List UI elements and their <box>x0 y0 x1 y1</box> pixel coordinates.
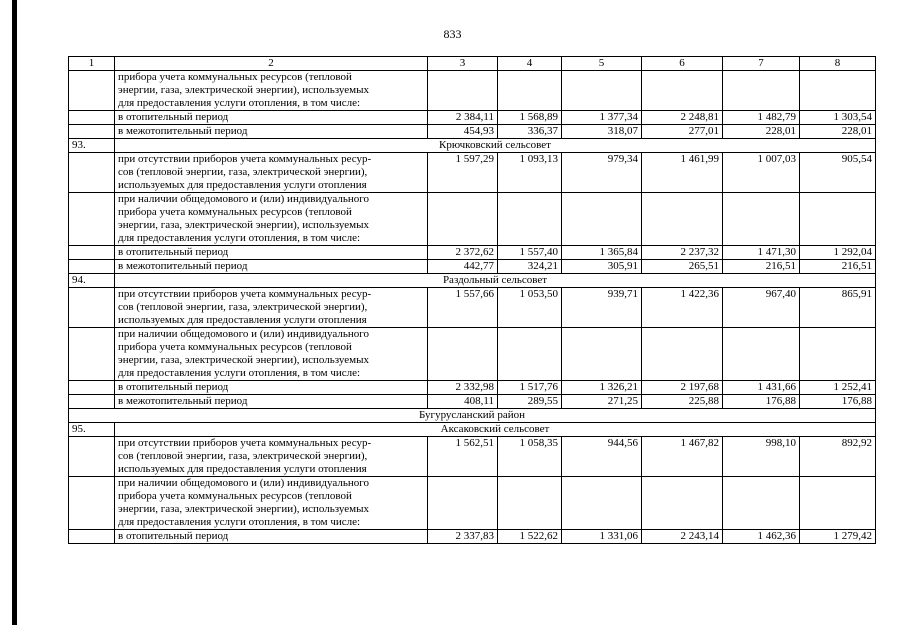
value-cell: 324,21 <box>498 260 562 274</box>
description-line: прибора учета коммунальных ресурсов (тепловой <box>118 341 352 353</box>
row-number-cell <box>69 111 115 125</box>
value-cell: 1 377,34 <box>562 111 642 125</box>
column-number-cell: 4 <box>498 57 562 71</box>
value-cell <box>800 477 876 530</box>
table-row <box>69 530 876 544</box>
section-number: 95. <box>69 423 115 437</box>
value-cell: 176,88 <box>723 395 800 409</box>
table-row <box>69 260 876 274</box>
value-cell <box>498 477 562 530</box>
page-number: 833 <box>443 27 462 41</box>
description-line: при наличии общедомового и (или) индивидуального <box>118 328 369 340</box>
description-cell <box>115 477 428 530</box>
value-cell: 265,51 <box>642 260 723 274</box>
value-cell: 225,88 <box>642 395 723 409</box>
description-line: в межотопительный период <box>118 125 248 137</box>
value-cell: 2 337,83 <box>428 530 498 544</box>
column-number-cell: 7 <box>723 57 800 71</box>
table-row <box>69 395 876 409</box>
value-cell <box>642 477 723 530</box>
column-number-cell: 2 <box>115 57 428 71</box>
value-cell <box>562 71 642 111</box>
section-number: 93. <box>69 139 115 153</box>
value-cell: 2 372,62 <box>428 246 498 260</box>
value-cell <box>498 71 562 111</box>
value-cell: 1 461,99 <box>642 153 723 193</box>
value-cell: 1 279,42 <box>800 530 876 544</box>
value-cell <box>642 328 723 381</box>
value-cell <box>800 71 876 111</box>
value-cell <box>642 193 723 246</box>
description-line: сов (тепловой энергии, газа, электрической энергии), <box>118 166 368 178</box>
value-cell: 944,56 <box>562 437 642 477</box>
value-cell <box>562 477 642 530</box>
value-cell: 1 007,03 <box>723 153 800 193</box>
description-line: используемых для предоставления услуги отопления <box>118 179 367 191</box>
value-cell: 442,77 <box>428 260 498 274</box>
description-cell <box>115 125 428 139</box>
value-cell: 1 303,54 <box>800 111 876 125</box>
value-cell <box>428 193 498 246</box>
value-cell <box>642 71 723 111</box>
value-cell: 1 431,66 <box>723 381 800 395</box>
description-line: в отопительный период <box>118 381 229 393</box>
value-cell: 1 568,89 <box>498 111 562 125</box>
value-cell: 1 053,50 <box>498 288 562 328</box>
description-cell <box>115 328 428 381</box>
table-row <box>69 125 876 139</box>
row-number-cell <box>69 125 115 139</box>
value-cell: 2 197,68 <box>642 381 723 395</box>
value-cell: 228,01 <box>800 125 876 139</box>
description-line: для предоставления услуги отопления, в том числе: <box>118 232 361 244</box>
column-number-cell: 6 <box>642 57 723 71</box>
description-line: сов (тепловой энергии, газа, электрической энергии), <box>118 301 368 313</box>
value-cell: 1 517,76 <box>498 381 562 395</box>
description-cell <box>115 193 428 246</box>
value-cell: 305,91 <box>562 260 642 274</box>
description-cell <box>115 530 428 544</box>
value-cell <box>800 193 876 246</box>
description-line: сов (тепловой энергии, газа, электрической энергии), <box>118 450 368 462</box>
value-cell: 1 522,62 <box>498 530 562 544</box>
value-cell: 979,34 <box>562 153 642 193</box>
description-line: при наличии общедомового и (или) индивидуального <box>118 193 369 205</box>
value-cell: 998,10 <box>723 437 800 477</box>
value-cell: 318,07 <box>562 125 642 139</box>
column-number-cell: 8 <box>800 57 876 71</box>
district-title: Бугурусланский район <box>69 409 876 423</box>
value-cell <box>562 193 642 246</box>
row-number-cell <box>69 193 115 246</box>
value-cell: 1 597,29 <box>428 153 498 193</box>
row-number-cell <box>69 328 115 381</box>
value-cell: 939,71 <box>562 288 642 328</box>
value-cell <box>428 328 498 381</box>
row-number-cell <box>69 530 115 544</box>
value-cell: 1 467,82 <box>642 437 723 477</box>
table-row <box>69 111 876 125</box>
section-row <box>69 423 876 437</box>
description-line: энергии, газа, электрической энергии), используемых <box>118 354 369 366</box>
description-line: используемых для предоставления услуги отопления <box>118 463 367 475</box>
value-cell: 2 332,98 <box>428 381 498 395</box>
value-cell <box>428 71 498 111</box>
section-number: 94. <box>69 274 115 288</box>
value-cell: 967,40 <box>723 288 800 328</box>
section-title: Аксаковский сельсовет <box>115 423 876 437</box>
scan-edge-bar <box>12 0 17 625</box>
description-cell <box>115 395 428 409</box>
value-cell: 1 252,41 <box>800 381 876 395</box>
value-cell: 228,01 <box>723 125 800 139</box>
value-cell: 1 292,04 <box>800 246 876 260</box>
value-cell: 865,91 <box>800 288 876 328</box>
district-row <box>69 409 876 423</box>
section-title: Раздольный сельсовет <box>115 274 876 288</box>
description-line: прибора учета коммунальных ресурсов (тепловой <box>118 206 352 218</box>
value-cell: 176,88 <box>800 395 876 409</box>
column-number-cell: 5 <box>562 57 642 71</box>
value-cell: 892,92 <box>800 437 876 477</box>
description-line: в межотопительный период <box>118 260 248 272</box>
value-cell: 1 093,13 <box>498 153 562 193</box>
description-line: для предоставления услуги отопления, в том числе: <box>118 367 361 379</box>
row-number-cell <box>69 477 115 530</box>
description-line: в межотопительный период <box>118 395 248 407</box>
value-cell: 1 058,35 <box>498 437 562 477</box>
value-cell: 1 331,06 <box>562 530 642 544</box>
description-cell <box>115 381 428 395</box>
value-cell <box>562 328 642 381</box>
value-cell: 905,54 <box>800 153 876 193</box>
table-row <box>69 437 876 477</box>
description-line: используемых для предоставления услуги отопления <box>118 314 367 326</box>
description-line: прибора учета коммунальных ресурсов (тепловой <box>118 490 352 502</box>
description-line: при отсутствии приборов учета коммунальных ресур- <box>118 153 372 165</box>
column-number-cell: 3 <box>428 57 498 71</box>
section-title: Крючковский сельсовет <box>115 139 876 153</box>
description-line: для предоставления услуги отопления, в том числе: <box>118 97 361 109</box>
row-number-cell <box>69 71 115 111</box>
row-number-cell <box>69 395 115 409</box>
row-number-cell <box>69 246 115 260</box>
value-cell: 1 471,30 <box>723 246 800 260</box>
table-row <box>69 328 876 381</box>
value-cell <box>723 477 800 530</box>
row-number-cell <box>69 153 115 193</box>
description-cell <box>115 111 428 125</box>
value-cell: 1 557,40 <box>498 246 562 260</box>
description-line: при отсутствии приборов учета коммунальных ресур- <box>118 437 372 449</box>
value-cell <box>800 328 876 381</box>
description-line: энергии, газа, электрической энергии), используемых <box>118 84 369 96</box>
value-cell: 1 462,36 <box>723 530 800 544</box>
value-cell <box>498 193 562 246</box>
value-cell: 289,55 <box>498 395 562 409</box>
description-line: в отопительный период <box>118 111 229 123</box>
value-cell: 1 326,21 <box>562 381 642 395</box>
description-line: энергии, газа, электрической энергии), используемых <box>118 503 369 515</box>
tariff-table <box>68 56 876 544</box>
value-cell: 1 422,36 <box>642 288 723 328</box>
row-number-cell <box>69 437 115 477</box>
table-row <box>69 193 876 246</box>
description-cell <box>115 153 428 193</box>
description-line: в отопительный период <box>118 246 229 258</box>
value-cell: 1 557,66 <box>428 288 498 328</box>
value-cell: 2 384,11 <box>428 111 498 125</box>
column-number-cell: 1 <box>69 57 115 71</box>
value-cell <box>723 328 800 381</box>
section-row <box>69 139 876 153</box>
description-line: для предоставления услуги отопления, в том числе: <box>118 516 361 528</box>
value-cell: 1 365,84 <box>562 246 642 260</box>
row-number-cell <box>69 288 115 328</box>
description-line: при наличии общедомового и (или) индивидуального <box>118 477 369 489</box>
value-cell <box>723 193 800 246</box>
value-cell: 271,25 <box>562 395 642 409</box>
row-number-cell <box>69 381 115 395</box>
row-number-cell <box>69 260 115 274</box>
description-line: прибора учета коммунальных ресурсов (тепловой <box>118 71 352 83</box>
description-line: энергии, газа, электрической энергии), используемых <box>118 219 369 231</box>
value-cell: 336,37 <box>498 125 562 139</box>
value-cell <box>428 477 498 530</box>
value-cell: 1 482,79 <box>723 111 800 125</box>
description-cell <box>115 246 428 260</box>
table-row <box>69 153 876 193</box>
section-row <box>69 274 876 288</box>
table-row <box>69 71 876 111</box>
value-cell: 454,93 <box>428 125 498 139</box>
value-cell: 2 248,81 <box>642 111 723 125</box>
table-row <box>69 246 876 260</box>
description-line: в отопительный период <box>118 530 229 542</box>
value-cell: 408,11 <box>428 395 498 409</box>
value-cell: 277,01 <box>642 125 723 139</box>
value-cell: 216,51 <box>723 260 800 274</box>
column-number-row <box>69 57 876 71</box>
value-cell: 1 562,51 <box>428 437 498 477</box>
value-cell <box>498 328 562 381</box>
value-cell: 2 237,32 <box>642 246 723 260</box>
description-cell <box>115 288 428 328</box>
table-row <box>69 288 876 328</box>
value-cell: 2 243,14 <box>642 530 723 544</box>
table-row <box>69 477 876 530</box>
description-cell <box>115 260 428 274</box>
description-cell <box>115 437 428 477</box>
description-cell <box>115 71 428 111</box>
value-cell: 216,51 <box>800 260 876 274</box>
table-row <box>69 381 876 395</box>
value-cell <box>723 71 800 111</box>
description-line: при отсутствии приборов учета коммунальных ресур- <box>118 288 372 300</box>
